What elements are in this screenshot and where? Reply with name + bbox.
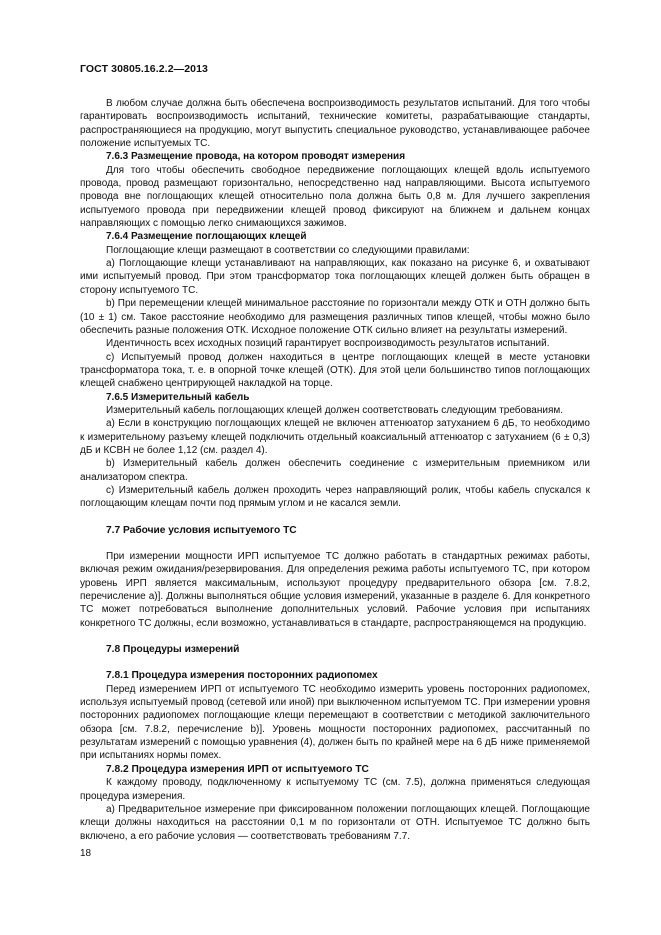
spacer xyxy=(80,630,590,643)
paragraph: c) Измерительный кабель должен проходить через направляющий ролик, чтобы кабель спускался к поглощающим клещам почти под прямым углом и не касался земли. xyxy=(80,484,590,510)
paragraph: Для того чтобы обеспечить свободное передвижение поглощающих клещей вдоль испытуемого провода, провод размещают горизонтально, непосредственно над направляющими. Высота испытуемого провода вне поглощающих клещей относительно пола должна быть 0,8 м. Для лучшего закрепления испытуемого провода при передвижении клещей провод фиксируют на ближнем и дальнем концах направляющих с помощью легко снимающихся зажимов. xyxy=(80,164,590,230)
paragraph: c) Испытуемый провод должен находиться в центре поглощающих клещей в месте установки трансформатора тока, т. е. в опорной точке клещей (ОТК). Для этой цели большинство типов поглощающих клещей снабжено центрирующей накладкой на торце. xyxy=(80,351,590,390)
section-heading: 7.6.3 Размещение провода, на котором проводят измерения xyxy=(106,151,406,163)
paragraph: b) Измерительный кабель должен обеспечить соединение с измерительным приемником или анализатором спектра. xyxy=(80,458,590,483)
paragraph: Измерительный кабель поглощающих клещей должен соответствовать следующим требованиям. xyxy=(106,404,564,416)
paragraph: Перед измерением ИРП от испытуемого ТС необходимо измерить уровень посторонних радиопомех, используя испытуемый провод (сетевой или иной) при выключенном испытуемом ТС. При измерении уровня посторонних радиопомех поглощающие клещи перемещают в соответствии с методикой заключительного обзора [см. 7.8.2, перечисление b)]. Уровень мощности посторонних радиопомех, рассчитанный по результатам измерений с помощью уравнения (4), должен быть по крайней мере на 6 дБ ниже применяемой при испытаниях нормы помех. xyxy=(80,683,590,762)
paragraph: a) Поглощающие клещи устанавливают на направляющих, как показано на рисунке 6, и охватывают ими испытуемый провод. При этом трансформатор тока поглощающих клещей должен быть обращен в сторону испытуемого ТС. xyxy=(80,258,590,296)
spacer xyxy=(80,537,590,550)
paragraph: При измерении мощности ИРП испытуемое ТС должно работать в стандартных режимах работы, включая режим ожидания/резервирования. Для определения режима работы испытуемого ТС, при котором уровень ИРП является максимальным, используют процедуру предварительного обзора [см. 7.8.2, перечисление a)]. Должны выполняться общие условия измерений, указанные в разделе 6. Для конкретного ТС может потребоваться выполнение дополнительных условий. Рабочие условия при испытаниях конкретного ТС должны, если возможно, устанавливаться в стандарте, распространяющемся на продукцию. xyxy=(80,551,590,629)
paragraph: Поглощающие клещи размещают в соответствии со следующими правилами: xyxy=(106,244,470,256)
document-header: ГОСТ 30805.16.2.2—2013 xyxy=(80,63,208,75)
section-heading: 7.7 Рабочие условия испытуемого ТС xyxy=(106,524,297,536)
section-heading: 7.6.4 Размещение поглощающих клещей xyxy=(106,231,307,243)
section-heading: 7.8 Процедуры измерений xyxy=(106,644,240,656)
paragraph: b) При перемещении клещей минимальное расстояние по горизонтали между ОТК и ОТН должно быть (10 ± 1) см. Такое расстояние необходимо для размещения различных типов клещей, чтобы можно было обеспечить разные положения ОТК. Исходное положение ОТК сильно влияет на результаты измерений. xyxy=(80,298,590,336)
paragraph: a) Предварительное измерение при фиксированном положении поглощающих клещей. Поглощающие клещи должны находиться на расстоянии 0,1 м по горизонтали от ОТН. Испытуемое ТС должно быть включено, а его рабочие условия — соответствовать требованиям 7.7. xyxy=(80,803,590,842)
page-number: 18 xyxy=(80,848,92,859)
spacer xyxy=(80,511,590,524)
spacer xyxy=(80,656,590,669)
document-body xyxy=(80,97,590,843)
paragraph: В любом случае должна быть обеспечена воспроизводимость результатов испытаний. Для того чтобы гарантировать воспроизводимость испытаний, технические комитеты, разрабатывающие стандарты, распространяющиеся на продукцию, могут выпустить специальное руководство, устанавливающее рабочее положение испытуемых ТС. xyxy=(80,98,590,150)
section-heading: 7.8.1 Процедура измерения посторонних радиопомех xyxy=(106,670,378,682)
paragraph: Идентичность всех исходных позиций гарантирует воспроизводимость результатов испытаний. xyxy=(106,338,550,350)
paragraph: К каждому проводу, подключенному к испытуемому ТС (см. 7.5), должна применяться следующая процедура измерения. xyxy=(80,777,590,802)
section-heading: 7.6.5 Измерительный кабель xyxy=(106,391,250,403)
paragraph: a) Если в конструкцию поглощающих клещей не включен аттенюатор затуханием 6 дБ, то необходимо к измерительному разъему клещей подключить отдельный коаксиальный аттенюатор с затуханием (6 ± 0,3) дБ и КСВН не более 1,12 (см. раздел 4). xyxy=(80,418,590,456)
section-heading: 7.8.2 Процедура измерения ИРП от испытуемого ТС xyxy=(106,763,369,775)
